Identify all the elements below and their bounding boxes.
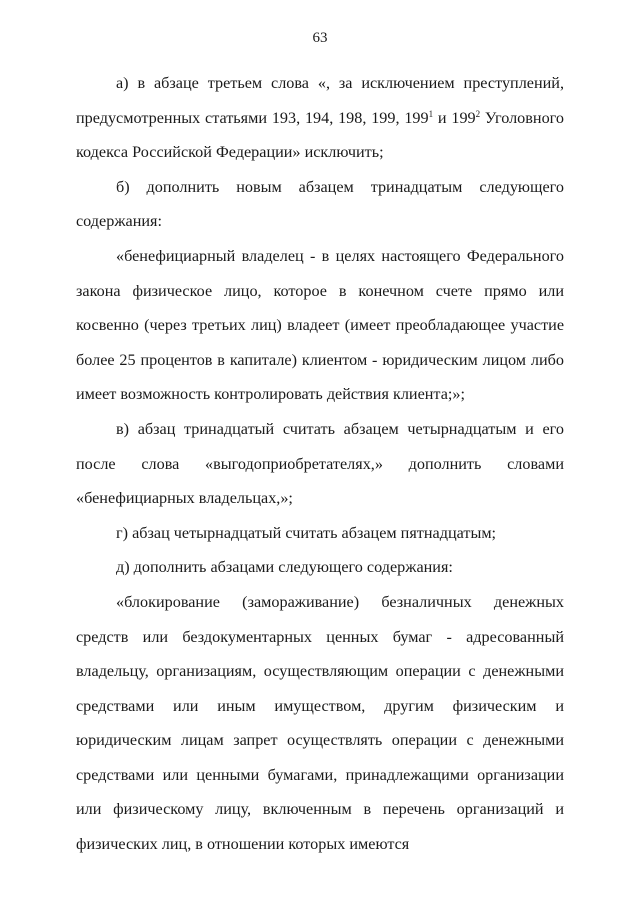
paragraph-a-text-end: Уголовного кодекса Российской Федерации» исключить; <box>76 108 564 162</box>
document-body <box>76 66 564 862</box>
paragraph-v: в) абзац тринадцатый считать абзацем четырнадцатым и его после слова «выгодоприобретателях,» дополнить словами «бенефициарных владельцах,»; <box>76 419 564 508</box>
superscript-1: 1 <box>428 108 434 119</box>
page-number: 63 <box>312 30 328 46</box>
paragraph-b: б) дополнить новым абзацем тринадцатым следующего содержания: <box>76 177 564 231</box>
paragraph-g: г) абзац четырнадцатый считать абзацем пятнадцатым; <box>116 523 497 542</box>
superscript-2: 2 <box>475 108 481 119</box>
paragraph-beneficial-owner-definition: «бенефициарный владелец - в целях настоящего Федерального закона физическое лицо, которое в конечном счете прямо или косвенно (через третьих лиц) владеет (имеет преобладающее участие более 25 процентов в капитале) клиентом - юридическим лицом либо имеет возможность контролировать действия клиента;»; <box>76 246 564 404</box>
paragraph-a-text-start: а) в абзаце третьем слова «, за исключением преступлений, предусмотренных статьями 193, 194, 198, 199, 199 <box>76 74 564 127</box>
paragraph-a-text-middle: и 199 <box>433 108 476 127</box>
paragraph-blocking-definition: «блокирование (замораживание) безналичных денежных средств или бездокументарных ценных бумаг - адресованный владельцу, организациям, осуществляющим операции с денежными средствами или иным имуществом, другим физическим и юридическим лицам запрет осуществлять операции с денежными средствами или ценными бумагами, принадлежащими организации или физическому лицу, включенным в перечень организаций и физических лиц, в отношении которых имеются <box>76 592 564 854</box>
paragraph-d: д) дополнить абзацами следующего содержания: <box>116 558 453 577</box>
paragraph-a <box>76 66 564 170</box>
